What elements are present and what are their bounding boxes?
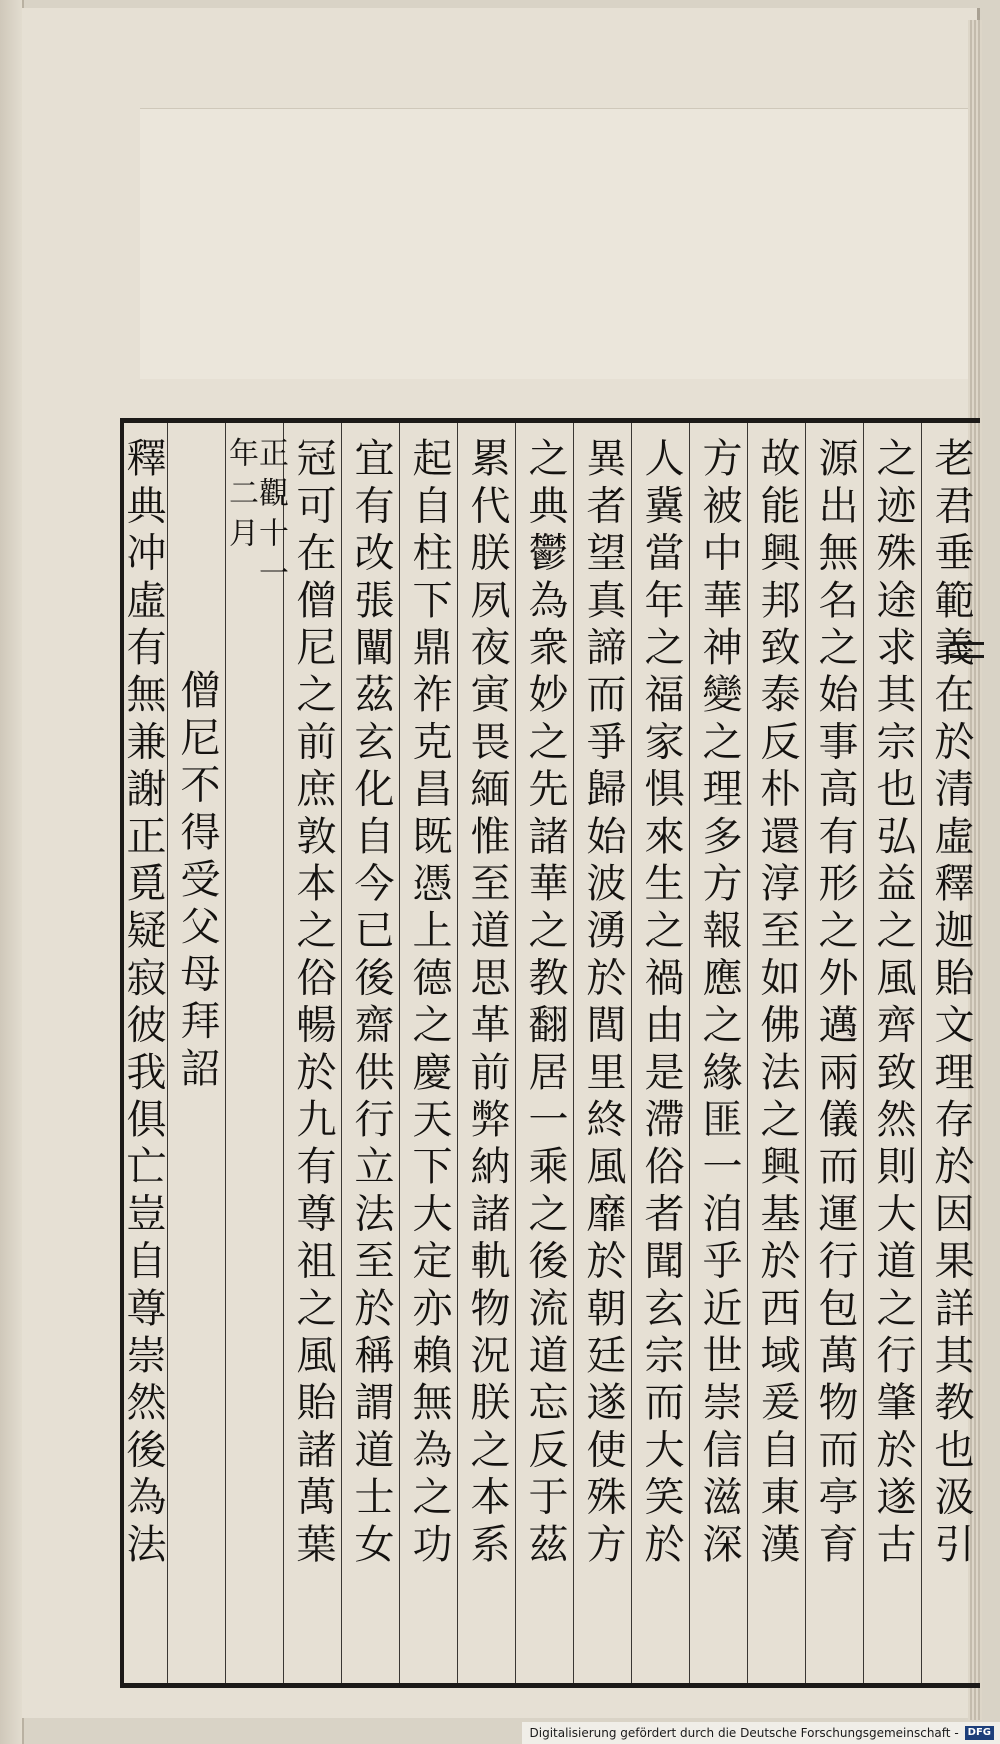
adjacent-page-edge: [0, 0, 24, 1744]
column-text: 釋典冲虛有無兼謝正覓疑寂彼我俱亡豈自尊崇然後為法: [120, 437, 166, 1570]
text-column-1: [922, 423, 980, 1683]
text-column-12: [284, 423, 342, 1683]
column-text: 起自柱下鼎祚克昌既憑上德之慶天下大定亦賴無為之功: [406, 437, 452, 1570]
column-text: 宜有改張闡茲玄化自今已後齋供行立法至於稱謂道士女: [348, 437, 394, 1570]
column-text: 之迹殊途求其宗也弘益之風齊致然則大道之行肇於遂古: [870, 437, 916, 1570]
edict-title-column: [168, 423, 226, 1683]
fold-mark: [950, 642, 984, 658]
date-note-column: [223, 423, 288, 1683]
column-text: 冠可在僧尼之前庶敦本之俗暢於九有尊祖之風貽諸萬葉: [290, 437, 336, 1570]
text-column-10: [400, 423, 458, 1683]
column-text: 源出無名之始事高有形之外邁兩儀而運行包萬物而亭育: [812, 437, 858, 1570]
text-column-2: [864, 423, 922, 1683]
dfg-logo: DFG: [965, 1726, 994, 1740]
text-column-last: [112, 423, 168, 1683]
text-column-5: [690, 423, 748, 1683]
column-text: 故能興邦致泰反朴還淳至如佛法之興基於西域爰自東漢: [754, 437, 800, 1570]
text-column-4: [748, 423, 806, 1683]
text-column-11: [342, 423, 400, 1683]
edict-title: 僧尼不得受父母拜詔: [174, 669, 220, 1094]
credit-text: Digitalisierung gefördert durch die Deutsche Forschungsgemeinschaft -: [529, 1726, 959, 1740]
column-text: 異者望真諦而爭歸始波湧於閭里終風靡於朝廷遂使殊方: [580, 437, 626, 1570]
text-column-7: [574, 423, 632, 1683]
text-column-6: [632, 423, 690, 1683]
column-text: 人冀當年之福家惧來生之禍由是滯俗者聞玄宗而大笑於: [638, 437, 684, 1570]
column-text: 之典鬱為衆妙之先諸華之教翻居一乘之後流道忘反于茲: [522, 437, 568, 1570]
column-text: 老君垂範義在於清虛釋迦貽文理存於因果詳其教也汲引: [928, 437, 974, 1570]
text-column-9: [458, 423, 516, 1683]
date-note-left: 年二月: [223, 437, 258, 557]
column-text: 方被中華神變之理多方報應之緣匪一洎乎近世崇信滋深: [696, 437, 742, 1570]
digitization-credit: [522, 1722, 1000, 1744]
text-column-3: [806, 423, 864, 1683]
column-text: 累代朕夙夜寅畏緬惟至道思革前弊納諸軌物況朕之本系: [464, 437, 510, 1570]
folded-leaf: [140, 108, 970, 379]
date-note-right: 正觀十一: [253, 437, 288, 597]
text-block-frame: [120, 418, 980, 1688]
text-column-8: [516, 423, 574, 1683]
